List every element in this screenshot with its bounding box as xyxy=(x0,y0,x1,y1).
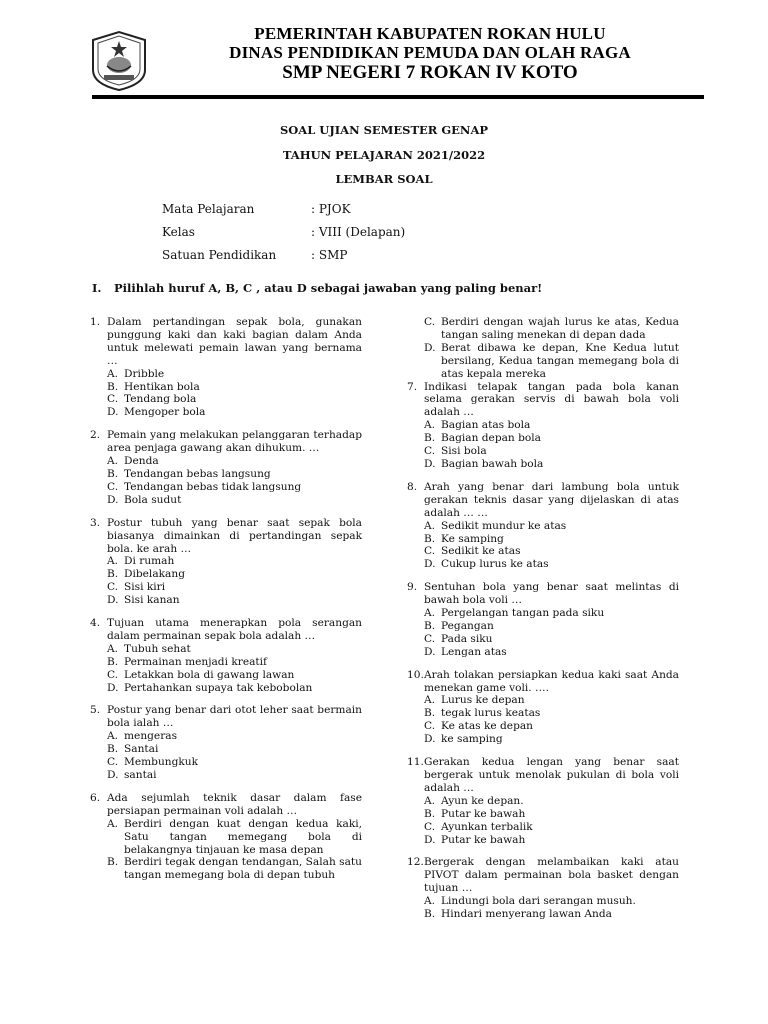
option-text: Pegangan xyxy=(441,619,494,632)
option-letter: C. xyxy=(424,720,436,733)
option-letter: D. xyxy=(424,341,436,354)
answer-option xyxy=(424,620,679,633)
exam-info xyxy=(162,198,405,267)
option-text: Dibelakang xyxy=(124,568,185,581)
question-text: Arah yang benar dari lambung bola untuk gerakan teknis dasar yang dijelaskan di atas adalah … … xyxy=(424,480,679,519)
exam-title: SOAL UJIAN SEMESTER GENAP xyxy=(279,123,489,137)
option-letter: C. xyxy=(424,632,436,645)
option-letter: D. xyxy=(107,769,119,781)
government-name: PEMERINTAH KABUPATEN ROKAN HULU xyxy=(254,24,606,43)
option-text: Berdiri dengan kuat dengan kedua kaki, Satu tangan memegang bola di belakangnya tinjauan ke masa depan xyxy=(124,817,362,856)
answer-option xyxy=(107,393,362,406)
option-text: Ke atas ke depan xyxy=(441,720,533,733)
option-letter: B. xyxy=(424,432,436,445)
option-letter: B. xyxy=(424,532,436,545)
option-letter: A. xyxy=(424,519,436,532)
option-text: Berat dibawa ke depan, Kne Kedua lutut bersilang, Kedua tangan memegang bola di atas kepala mereka xyxy=(441,341,679,380)
option-letter: C. xyxy=(424,316,436,328)
option-letter: B. xyxy=(424,619,436,632)
answer-option xyxy=(107,368,362,381)
option-text: Pada siku xyxy=(441,632,493,645)
answer-option xyxy=(424,533,679,546)
option-letter: C. xyxy=(424,820,436,833)
option-letter: C. xyxy=(424,445,436,458)
option-letter: D. xyxy=(107,493,119,506)
info-label: Kelas xyxy=(162,225,195,239)
answer-option xyxy=(424,558,679,571)
option-text: Pertahankan supaya tak kebobolan xyxy=(124,681,313,694)
option-text: Tendangan bebas tidak langsung xyxy=(124,480,302,493)
question-item xyxy=(407,756,679,846)
answer-option xyxy=(107,581,362,594)
question-text: Dalam pertandingan sepak bola, gunakan punggung kaki dan kaki bagian dalam Anda untuk melewati pemain lawan yang bernama … xyxy=(107,316,362,367)
question-6-continued xyxy=(407,316,679,381)
option-text: Tubuh sehat xyxy=(124,642,191,655)
option-letter: A. xyxy=(107,730,119,743)
question-number: 2. xyxy=(90,429,101,442)
letterhead-divider xyxy=(92,95,704,99)
option-text: Mengoper bola xyxy=(124,406,206,419)
info-label: Mata Pelajaran xyxy=(162,202,255,216)
answer-option xyxy=(424,607,679,620)
answer-option xyxy=(107,494,362,507)
option-text: tegak lurus keatas xyxy=(441,707,541,720)
info-value: : VIII (Delapan) xyxy=(311,225,406,239)
question-number: 3. xyxy=(90,516,101,529)
question-text: Postur yang benar dari otot leher saat bermain bola ialah … xyxy=(107,704,362,730)
answer-option xyxy=(107,656,362,669)
option-letter: C. xyxy=(107,581,119,594)
answer-option xyxy=(424,733,679,746)
sheet-title: LEMBAR SOAL xyxy=(335,172,433,186)
info-label: Satuan Pendidikan xyxy=(162,248,277,262)
question-item xyxy=(90,429,362,506)
answer-option xyxy=(107,568,362,581)
answer-option xyxy=(107,468,362,481)
option-letter: A. xyxy=(424,607,436,620)
option-text: Hentikan bola xyxy=(124,380,200,393)
question-text: Sentuhan bola yang benar saat melintas di bawah bola voli … xyxy=(424,581,679,607)
answer-option xyxy=(424,342,679,381)
answer-option xyxy=(107,856,362,882)
option-text: Ke samping xyxy=(441,532,504,545)
option-text: Putar ke bawah xyxy=(441,807,526,820)
option-text: Bagian bawah bola xyxy=(441,457,544,470)
question-item xyxy=(407,481,679,571)
option-letter: C. xyxy=(107,756,119,769)
answer-option xyxy=(107,406,362,419)
answer-option xyxy=(424,908,679,921)
option-letter: D. xyxy=(107,406,119,419)
option-text: Berdiri dengan wajah lurus ke atas, Kedua tangan saling menekan di depan dada xyxy=(441,316,679,341)
answer-option xyxy=(424,895,679,908)
question-text: Arah tolakan persiapkan kedua kaki saat Anda menekan game voli. …. xyxy=(424,668,679,694)
answer-option xyxy=(424,520,679,533)
option-letter: B. xyxy=(107,467,119,480)
option-text: Sisi kiri xyxy=(124,581,166,594)
school-name: SMP NEGERI 7 ROKAN IV KOTO xyxy=(282,62,578,83)
option-text: Bagian atas bola xyxy=(441,419,531,432)
answer-option xyxy=(424,458,679,471)
option-letter: A. xyxy=(107,455,119,468)
option-letter: B. xyxy=(107,856,119,869)
option-text: Lurus ke depan xyxy=(441,694,525,707)
question-number: 4. xyxy=(90,617,101,630)
question-number: 1. xyxy=(90,316,101,328)
question-number: 6. xyxy=(90,791,101,804)
answer-option xyxy=(107,818,362,857)
info-row xyxy=(162,221,405,244)
option-letter: D. xyxy=(107,681,119,694)
option-text: Putar ke bawah xyxy=(441,833,526,846)
section-instruction xyxy=(92,281,542,295)
info-value: : PJOK xyxy=(311,202,351,216)
section-text: Pilihlah huruf A, B, C , atau D sebagai jawaban yang paling benar! xyxy=(114,281,543,295)
answer-option xyxy=(107,769,362,782)
option-text: Di rumah xyxy=(124,555,175,568)
option-letter: B. xyxy=(107,568,119,581)
option-letter: D. xyxy=(424,733,436,746)
option-letter: D. xyxy=(424,833,436,846)
option-text: Sedikit mundur ke atas xyxy=(441,519,567,532)
option-text: Lindungi bola dari serangan musuh. xyxy=(441,895,636,908)
answer-option xyxy=(424,445,679,458)
answer-option xyxy=(107,481,362,494)
question-text: Bergerak dengan melambaikan kaki atau PIVOT dalam permainan bola basket dengan tujuan … xyxy=(424,856,679,895)
academic-year: TAHUN PELAJARAN 2021/2022 xyxy=(282,148,486,162)
option-letter: A. xyxy=(424,419,436,432)
answer-option xyxy=(107,756,362,769)
answer-option xyxy=(107,643,362,656)
answer-option xyxy=(424,720,679,733)
option-letter: C. xyxy=(107,668,119,681)
option-letter: B. xyxy=(424,908,436,921)
option-text: Letakkan bola di gawang lawan xyxy=(124,668,295,681)
question-text: Gerakan kedua lengan yang benar saat bergerak untuk menolak pukulan di bola voli adalah … xyxy=(424,756,679,794)
answer-option xyxy=(107,743,362,756)
answer-option xyxy=(424,316,679,342)
answer-option xyxy=(424,419,679,432)
option-text: Membungkuk xyxy=(124,756,199,769)
answer-option xyxy=(107,669,362,682)
option-letter: C. xyxy=(107,393,119,406)
option-text: Sedikit ke atas xyxy=(441,545,521,558)
option-letter: D. xyxy=(424,645,436,658)
question-text: Pemain yang melakukan pelanggaran terhadap area penjaga gawang akan dihukum. … xyxy=(107,429,362,455)
letterhead xyxy=(160,24,700,84)
question-item xyxy=(90,792,362,882)
option-text: Ayunkan terbalik xyxy=(441,820,533,833)
option-text: Dribble xyxy=(124,367,165,380)
info-row xyxy=(162,198,405,221)
question-text: Tujuan utama menerapkan pola serangan dalam permainan sepak bola adalah … xyxy=(107,617,362,642)
answer-option xyxy=(107,555,362,568)
question-item xyxy=(407,381,679,471)
left-question-column xyxy=(90,316,362,892)
option-letter: D. xyxy=(424,558,436,571)
option-text: Hindari menyerang lawan Anda xyxy=(441,908,612,921)
option-letter: A. xyxy=(424,694,436,707)
option-letter: B. xyxy=(424,707,436,720)
question-item xyxy=(90,704,362,781)
option-letter: A. xyxy=(107,817,119,830)
regency-emblem-icon xyxy=(90,30,148,92)
option-text: Tendangan bebas langsung xyxy=(124,467,271,480)
option-letter: A. xyxy=(107,555,119,568)
option-text: Sisi kanan xyxy=(124,594,180,607)
option-text: Cukup lurus ke atas xyxy=(441,558,549,571)
info-value: : SMP xyxy=(311,248,348,262)
option-letter: A. xyxy=(424,895,436,908)
option-letter: B. xyxy=(424,807,436,820)
option-text: Tendang bola xyxy=(124,393,197,406)
answer-option xyxy=(424,432,679,445)
question-item xyxy=(407,581,679,658)
answer-option xyxy=(424,545,679,558)
option-text: Ayun ke depan. xyxy=(441,794,524,807)
option-text: Bola sudut xyxy=(124,493,182,506)
answer-option xyxy=(424,808,679,821)
question-item xyxy=(407,856,679,921)
option-text: Pergelangan tangan pada siku xyxy=(441,607,605,620)
option-letter: B. xyxy=(107,380,119,393)
department-name: DINAS PENDIDIKAN PEMUDA DAN OLAH RAGA xyxy=(229,43,631,62)
option-letter: D. xyxy=(107,594,119,607)
question-text: Indikasi telapak tangan pada bola kanan selama gerakan servis di bawah bola voli adalah … xyxy=(424,380,679,419)
option-text: ke samping xyxy=(441,733,503,746)
question-text: Ada sejumlah teknik dasar dalam fase persiapan permainan voli adalah … xyxy=(107,791,362,817)
answer-option xyxy=(424,694,679,707)
question-number: 9. xyxy=(407,581,418,594)
answer-option xyxy=(424,821,679,834)
answer-option xyxy=(424,633,679,646)
question-number: 8. xyxy=(407,480,418,493)
question-number: 12. xyxy=(407,856,424,869)
question-item xyxy=(90,617,362,694)
option-letter: A. xyxy=(424,794,436,807)
question-text: Postur tubuh yang benar saat sepak bola biasanya dimainkan di pertandingan sepak bola. ke arah … xyxy=(107,516,362,555)
option-letter: B. xyxy=(107,655,119,668)
option-letter: D. xyxy=(424,457,436,470)
question-number: 5. xyxy=(90,704,101,717)
answer-option xyxy=(424,646,679,659)
option-letter: C. xyxy=(424,545,436,558)
answer-option xyxy=(107,594,362,607)
question-item xyxy=(90,517,362,607)
option-text: Denda xyxy=(124,455,159,468)
option-text: Berdiri tegak dengan tendangan, Salah satu tangan memegang bola di depan tubuh xyxy=(124,856,362,882)
option-text: mengeras xyxy=(124,730,178,743)
answer-option xyxy=(107,730,362,743)
answer-option xyxy=(107,381,362,394)
answer-option xyxy=(424,795,679,808)
answer-option xyxy=(424,707,679,720)
info-row xyxy=(162,244,405,267)
answer-option xyxy=(424,834,679,847)
question-number: 11. xyxy=(407,756,424,769)
option-text: Bagian depan bola xyxy=(441,432,541,445)
option-text: santai xyxy=(124,769,157,781)
option-letter: A. xyxy=(107,642,119,655)
question-item xyxy=(407,669,679,746)
option-letter: A. xyxy=(107,367,119,380)
question-number: 7. xyxy=(407,380,418,393)
option-text: Santai xyxy=(124,743,159,756)
option-text: Permainan menjadi kreatif xyxy=(124,655,267,668)
section-number: I. xyxy=(92,281,102,295)
answer-option xyxy=(107,455,362,468)
option-text: Sisi bola xyxy=(441,445,487,458)
option-text: Lengan atas xyxy=(441,645,507,658)
question-item xyxy=(90,316,362,419)
answer-option xyxy=(107,682,362,695)
right-question-column xyxy=(407,316,679,931)
question-number: 10. xyxy=(407,668,424,681)
option-letter: B. xyxy=(107,743,119,756)
option-letter: C. xyxy=(107,480,119,493)
